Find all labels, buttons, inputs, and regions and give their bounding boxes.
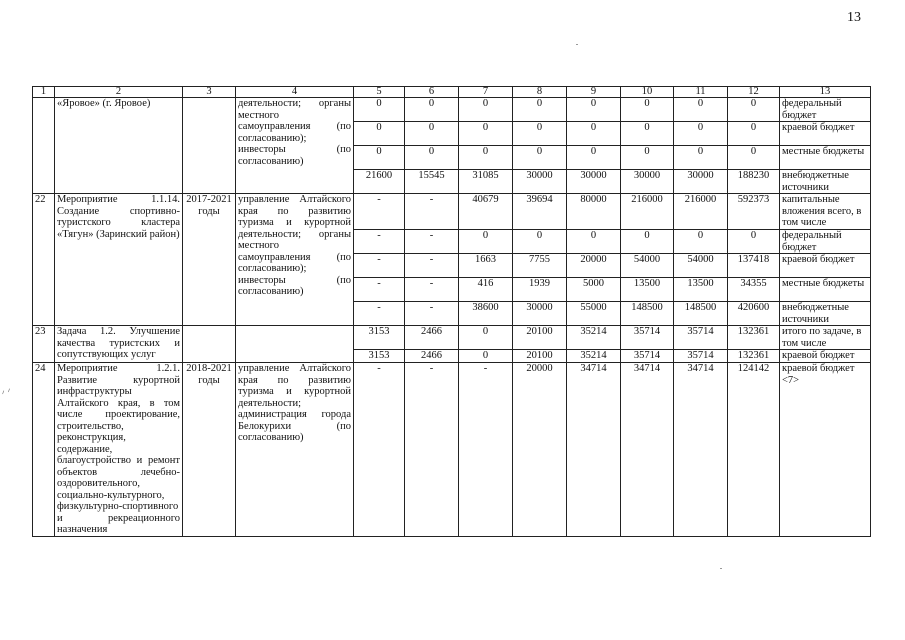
- value-cell: 20000: [513, 363, 567, 537]
- header-row: [33, 87, 871, 98]
- value-cell: 0: [621, 146, 674, 170]
- header-cell: 5: [354, 87, 405, 98]
- value-cell: 30000: [674, 170, 728, 194]
- value-cell: 132361: [728, 326, 780, 350]
- value-cell: 39694: [513, 194, 567, 230]
- value-cell: 54000: [621, 254, 674, 278]
- value-cell: 0: [459, 146, 513, 170]
- value-cell: 30000: [621, 170, 674, 194]
- source-cell: местные бюджеты: [780, 278, 871, 302]
- value-cell: -: [405, 278, 459, 302]
- value-cell: 0: [513, 98, 567, 122]
- header-cell: 9: [567, 87, 621, 98]
- value-cell: 2466: [405, 326, 459, 350]
- source-cell: внебюджетные источники: [780, 302, 871, 326]
- header-cell: 8: [513, 87, 567, 98]
- value-cell: 132361: [728, 350, 780, 363]
- value-cell: 34714: [621, 363, 674, 537]
- header-cell: 12: [728, 87, 780, 98]
- value-cell: 13500: [674, 278, 728, 302]
- value-cell: 35214: [567, 350, 621, 363]
- header-cell: 2: [55, 87, 183, 98]
- value-cell: 0: [567, 98, 621, 122]
- value-cell: 124142: [728, 363, 780, 537]
- value-cell: 420600: [728, 302, 780, 326]
- header-cell: 11: [674, 87, 728, 98]
- measure-name-cell: «Яровое» (г. Яровое): [55, 98, 183, 194]
- value-cell: 0: [728, 230, 780, 254]
- value-cell: 3153: [354, 350, 405, 363]
- executor-cell: деятельности; органы местного самоуправления (по согласованию); инвесторы (по согласованию): [236, 98, 354, 194]
- header-cell: 7: [459, 87, 513, 98]
- value-cell: 0: [567, 122, 621, 146]
- value-cell: 0: [405, 122, 459, 146]
- source-cell: краевой бюджет <7>: [780, 363, 871, 537]
- value-cell: 35714: [621, 326, 674, 350]
- value-cell: -: [354, 230, 405, 254]
- value-cell: 216000: [674, 194, 728, 230]
- value-cell: 1663: [459, 254, 513, 278]
- value-cell: 13500: [621, 278, 674, 302]
- value-cell: 0: [513, 230, 567, 254]
- budget-table: [32, 86, 871, 537]
- value-cell: 20100: [513, 326, 567, 350]
- value-cell: 2466: [405, 350, 459, 363]
- value-cell: 35714: [621, 350, 674, 363]
- value-cell: 0: [674, 146, 728, 170]
- value-cell: 34714: [674, 363, 728, 537]
- measure-name-cell: Мероприятие 1.1.14. Создание спортивно-туристского кластера «Тягун» (Заринский район): [55, 194, 183, 326]
- value-cell: 188230: [728, 170, 780, 194]
- value-cell: 20100: [513, 350, 567, 363]
- source-cell: краевой бюджет: [780, 122, 871, 146]
- row-number-cell: 22: [33, 194, 55, 326]
- value-cell: 0: [459, 326, 513, 350]
- value-cell: 38600: [459, 302, 513, 326]
- value-cell: 54000: [674, 254, 728, 278]
- value-cell: 35714: [674, 350, 728, 363]
- value-cell: 0: [354, 98, 405, 122]
- executor-cell: управление Алтайского края по развитию туризма и курортной деятельности; органы местного самоуправления (по согласованию); инвесторы (по согласованию): [236, 194, 354, 326]
- value-cell: 148500: [674, 302, 728, 326]
- period-cell: [183, 326, 236, 363]
- measure-name-cell: Мероприятие 1.2.1. Развитие курортной инфраструктуры Алтайского края, в том числе проектирование, строительство, реконструкция, содержание, благоустройство и ремонт объектов лечебно-оздоровительного, социально-культурного, физкультурно-спортивного и рекреационного назначения: [55, 363, 183, 537]
- value-cell: 34355: [728, 278, 780, 302]
- value-cell: -: [405, 194, 459, 230]
- value-cell: 31085: [459, 170, 513, 194]
- value-cell: -: [459, 363, 513, 537]
- value-cell: 35214: [567, 326, 621, 350]
- period-cell: 2018-2021 годы: [183, 363, 236, 537]
- value-cell: 0: [459, 122, 513, 146]
- value-cell: 35714: [674, 326, 728, 350]
- value-cell: 0: [674, 98, 728, 122]
- header-cell: 10: [621, 87, 674, 98]
- value-cell: 592373: [728, 194, 780, 230]
- value-cell: 137418: [728, 254, 780, 278]
- value-cell: -: [405, 230, 459, 254]
- value-cell: 0: [405, 98, 459, 122]
- header-cell: 4: [236, 87, 354, 98]
- value-cell: 0: [459, 98, 513, 122]
- header-cell: 3: [183, 87, 236, 98]
- source-cell: внебюджетные источники: [780, 170, 871, 194]
- value-cell: -: [354, 363, 405, 537]
- value-cell: -: [354, 194, 405, 230]
- row-number-cell: [33, 98, 55, 194]
- header-cell: 1: [33, 87, 55, 98]
- period-cell: [183, 98, 236, 194]
- value-cell: -: [354, 278, 405, 302]
- scan-speck: [720, 568, 722, 569]
- value-cell: 0: [459, 230, 513, 254]
- value-cell: 0: [674, 122, 728, 146]
- value-cell: 148500: [621, 302, 674, 326]
- source-cell: итого по задаче, в том числе: [780, 326, 871, 350]
- source-cell: федеральный бюджет: [780, 98, 871, 122]
- value-cell: 40679: [459, 194, 513, 230]
- value-cell: 5000: [567, 278, 621, 302]
- source-cell: краевой бюджет: [780, 254, 871, 278]
- value-cell: -: [354, 254, 405, 278]
- value-cell: -: [354, 302, 405, 326]
- value-cell: -: [405, 302, 459, 326]
- value-cell: 0: [621, 98, 674, 122]
- value-cell: 0: [354, 122, 405, 146]
- header-cell: 13: [780, 87, 871, 98]
- value-cell: 34714: [567, 363, 621, 537]
- value-cell: 0: [405, 146, 459, 170]
- value-cell: 20000: [567, 254, 621, 278]
- table-row: [33, 98, 871, 122]
- scan-speck: [576, 44, 578, 45]
- value-cell: 0: [459, 350, 513, 363]
- row-number-cell: 23: [33, 326, 55, 363]
- value-cell: 0: [567, 230, 621, 254]
- value-cell: 7755: [513, 254, 567, 278]
- value-cell: 3153: [354, 326, 405, 350]
- source-cell: федеральный бюджет: [780, 230, 871, 254]
- executor-cell: управление Алтайского края по развитию туризма и курортной деятельности; администрация города Белокурихи (по согласованию): [236, 363, 354, 537]
- measure-name-cell: Задача 1.2. Улучшение качества туристских и сопутствующих услуг: [55, 326, 183, 363]
- value-cell: 0: [567, 146, 621, 170]
- value-cell: 0: [354, 146, 405, 170]
- period-cell: 2017-2021 годы: [183, 194, 236, 326]
- source-cell: капитальные вложения всего, в том числе: [780, 194, 871, 230]
- value-cell: 55000: [567, 302, 621, 326]
- value-cell: 80000: [567, 194, 621, 230]
- value-cell: -: [405, 363, 459, 537]
- value-cell: 15545: [405, 170, 459, 194]
- value-cell: 0: [621, 230, 674, 254]
- value-cell: 416: [459, 278, 513, 302]
- value-cell: 0: [728, 146, 780, 170]
- row-number-cell: 24: [33, 363, 55, 537]
- table-row: [33, 194, 871, 230]
- margin-scribble: ᐟ ᐟ: [0, 386, 14, 400]
- table-row: [33, 326, 871, 350]
- table-row: [33, 363, 871, 537]
- value-cell: 30000: [513, 170, 567, 194]
- executor-cell: [236, 326, 354, 363]
- value-cell: -: [405, 254, 459, 278]
- value-cell: 0: [621, 122, 674, 146]
- source-cell: краевой бюджет: [780, 350, 871, 363]
- value-cell: 21600: [354, 170, 405, 194]
- value-cell: 0: [728, 98, 780, 122]
- value-cell: 0: [728, 122, 780, 146]
- value-cell: 30000: [567, 170, 621, 194]
- value-cell: 30000: [513, 302, 567, 326]
- value-cell: 0: [513, 122, 567, 146]
- value-cell: 0: [674, 230, 728, 254]
- value-cell: 1939: [513, 278, 567, 302]
- value-cell: 216000: [621, 194, 674, 230]
- source-cell: местные бюджеты: [780, 146, 871, 170]
- value-cell: 0: [513, 146, 567, 170]
- page-number: 13: [847, 10, 861, 25]
- header-cell: 6: [405, 87, 459, 98]
